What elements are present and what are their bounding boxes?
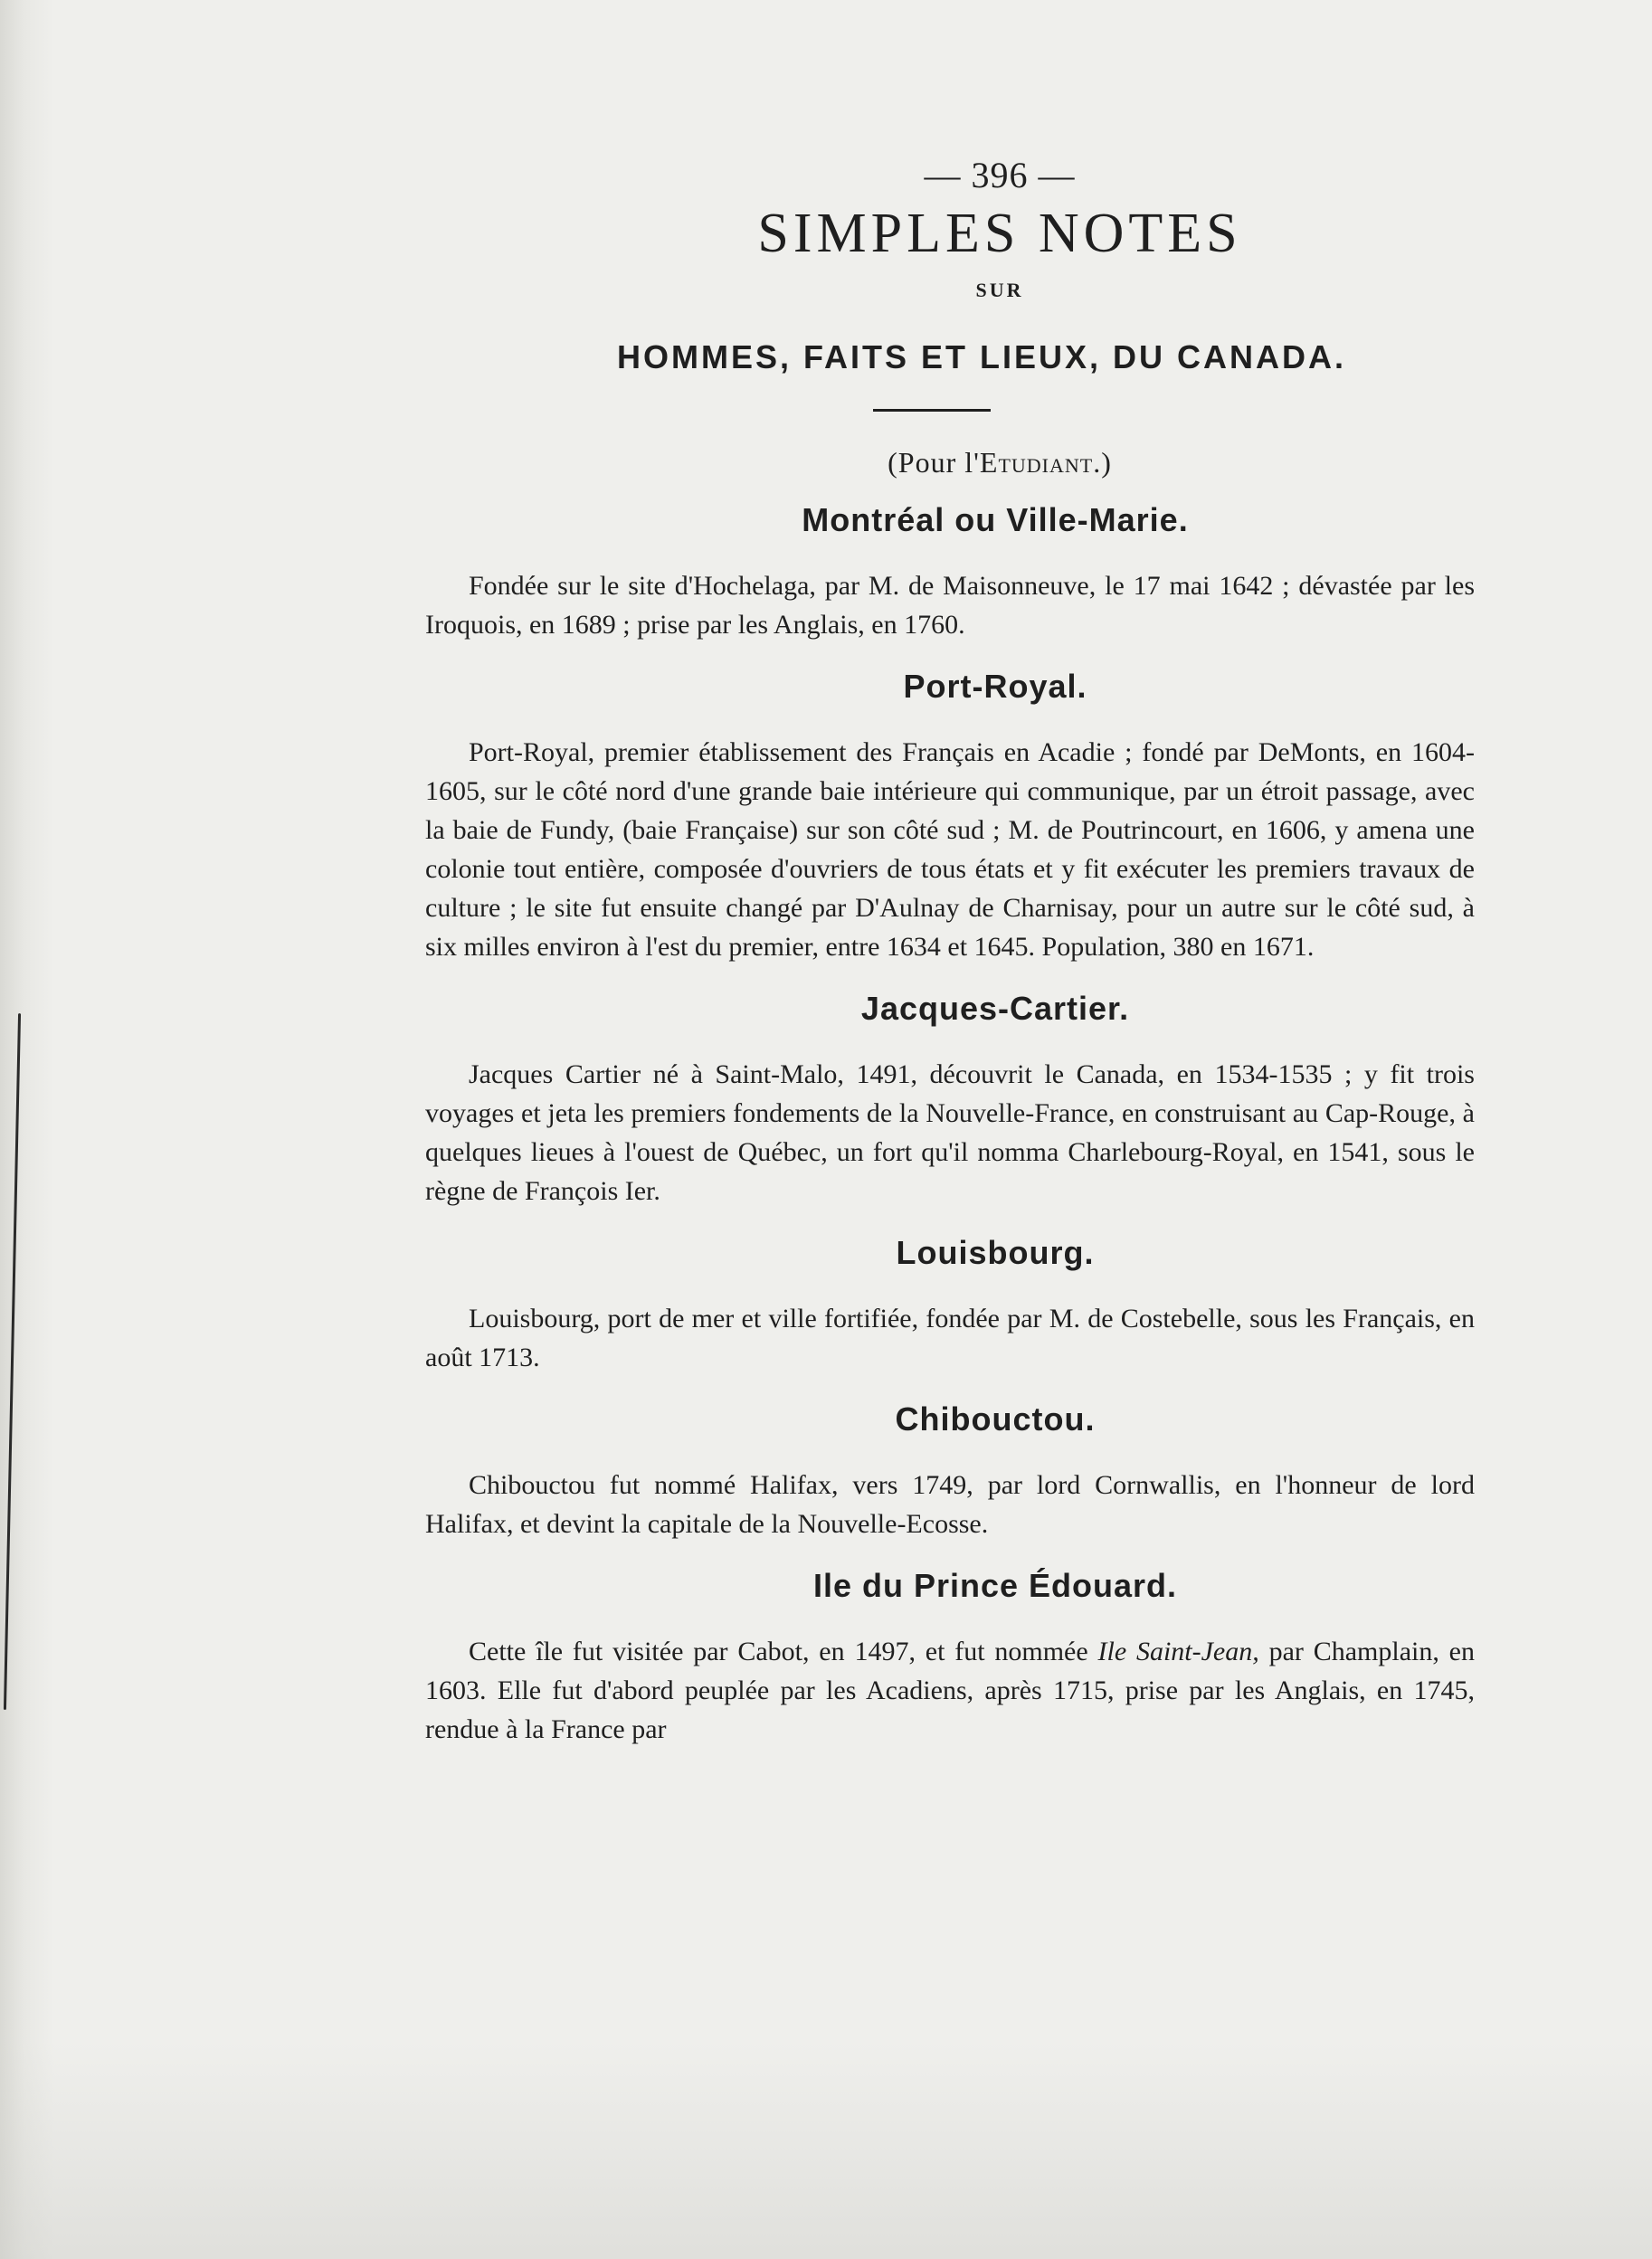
section-ile-du-prince-edouard xyxy=(425,1567,1475,1749)
section-paragraph: Jacques Cartier né à Saint-Malo, 1491, découvrit le Canada, en 1534-1535 ; y fit trois voyages et jeta les premiers fondements de la Nouvelle-France, en construisant au Cap-Rouge, à quelques lieues à l'ouest de Québec, un fort qu'il nomma Charlebourg-Royal, en 1541, sous le règne de François Ier. xyxy=(425,1059,1475,1206)
section-paragraph: Chibouctou fut nommé Halifax, vers 1749, par lord Cornwallis, en l'honneur de lord Halifax, et devint la capitale de la Nouvelle-Ecosse. xyxy=(425,1470,1475,1539)
audience-note xyxy=(525,446,1475,479)
section-heading: Ile du Prince Édouard. xyxy=(812,1567,1178,1604)
scan-edge-shadow xyxy=(0,0,54,2259)
section-heading: Port-Royal. xyxy=(903,668,1087,705)
section-chibouctou xyxy=(425,1400,1475,1543)
title-connector: SUR xyxy=(975,279,1024,301)
paragraph-text-after: par Champlain, en 1603. Elle fut d'abord peuplée par les Acadiens, après 1715, prise par les Anglais, en 1745, rendue à la France par xyxy=(425,1637,1475,1744)
page-number: — 396 — xyxy=(924,155,1076,195)
page-title: SIMPLES NOTES xyxy=(757,203,1242,264)
scan-bottom-noise xyxy=(0,2042,1652,2259)
section-heading: Montréal ou Ville-Marie. xyxy=(802,501,1189,538)
section-paragraph: Fondée sur le site d'Hochelaga, par M. de Maisonneuve, le 17 mai 1642 ; dévastée par les Iroquois, en 1689 ; prise par les Anglais, en 1760. xyxy=(425,571,1475,640)
section-paragraph: Louisbourg, port de mer et ville fortifiée, fondée par M. de Costebelle, sous les Français, en août 1713. xyxy=(425,1304,1475,1372)
paragraph-text-before: Cette île fut visitée par Cabot, en 1497, et fut nommée xyxy=(469,1637,1098,1666)
audience-suffix: .) xyxy=(1093,446,1112,479)
section-heading: Louisbourg. xyxy=(896,1234,1095,1271)
title-divider xyxy=(873,409,991,412)
section-port-royal xyxy=(425,668,1475,966)
page-content xyxy=(425,154,1475,1772)
section-paragraph xyxy=(425,1632,1475,1749)
paragraph-italic-name: Ile Saint-Jean, xyxy=(1097,1637,1259,1666)
section-jacques-cartier xyxy=(425,990,1475,1210)
audience-prefix: (Pour l' xyxy=(888,446,980,479)
section-louisbourg xyxy=(425,1234,1475,1377)
page-subtitle: HOMMES, FAITS ET LIEUX, DU CANADA. xyxy=(616,338,1347,375)
section-heading: Jacques-Cartier. xyxy=(860,990,1130,1027)
section-montreal xyxy=(425,501,1475,644)
section-paragraph: Port-Royal, premier établissement des Français en Acadie ; fondé par DeMonts, en 1604-1605, sur le côté nord d'une grande baie intérieure qui communique, par un étroit passage, avec la baie de Fundy, (baie Française) sur son côté sud ; M. de Poutrincourt, en 1606, y amena une colonie tout entière, composée d'ouvriers de tous états et y fit exécuter les premiers travaux de culture ; le site fut ensuite changé par D'Aulnay de Charnisay, pour un autre sur le côté sud, à six milles environ à l'est du premier, entre 1634 et 1645. Population, 380 en 1671. xyxy=(425,737,1475,962)
section-heading: Chibouctou. xyxy=(895,1400,1096,1438)
audience-word: Etudiant xyxy=(979,446,1094,479)
